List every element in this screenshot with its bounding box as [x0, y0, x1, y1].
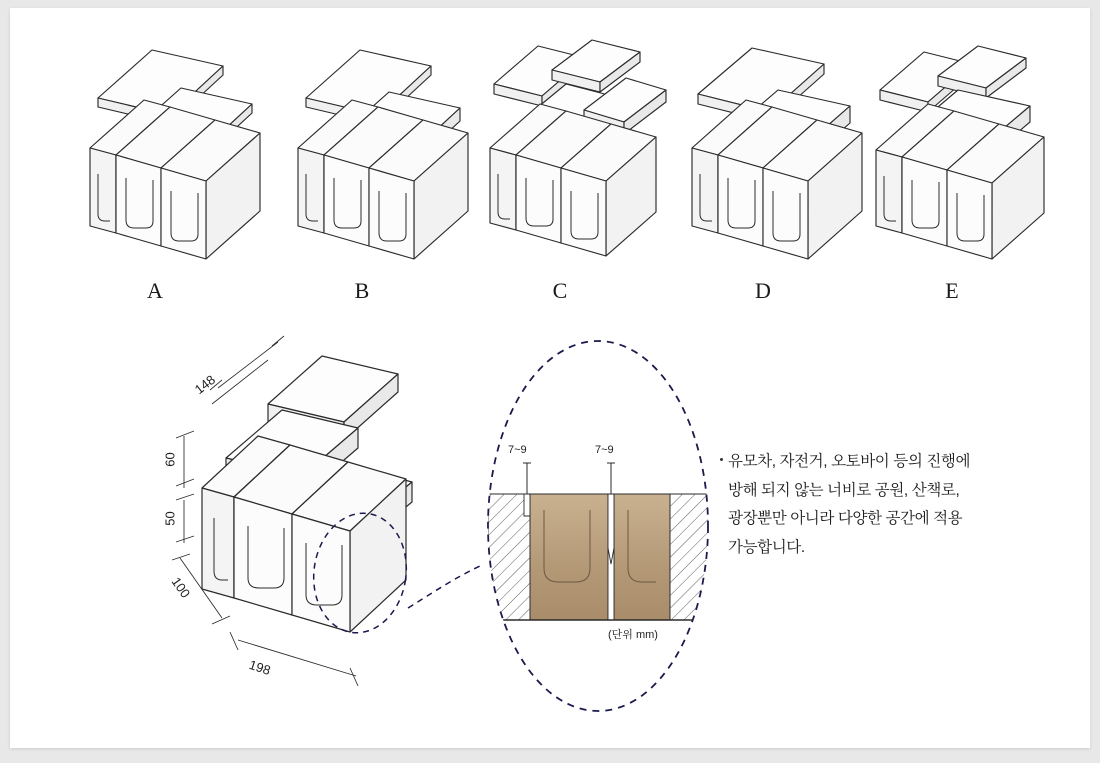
- pattern-label-b: B: [354, 278, 370, 303]
- pattern-label-e: E: [945, 278, 959, 303]
- dimension-top-edge: 148: [191, 371, 219, 398]
- gap-label-right: 7~9: [595, 444, 614, 456]
- detail-cross-section: [480, 341, 716, 711]
- description-text: [728, 448, 1008, 563]
- pattern-label-c: C: [552, 278, 568, 303]
- block-group-d: [692, 48, 862, 259]
- description-line-2: 방해 되지 않는 너비로 공원, 산책로,: [728, 481, 960, 499]
- description-line-4: 가능합니다.: [728, 539, 805, 557]
- block-group-e: [876, 46, 1044, 259]
- dimension-front-edge: 198: [247, 657, 273, 678]
- dimension-height-lower: 50: [162, 511, 178, 526]
- description-line-1: 유모차, 자전거, 오토바이 등의 진행에: [728, 453, 971, 470]
- dimension-height-upper: 60: [162, 452, 178, 467]
- block-group-a: [90, 50, 260, 259]
- detail-leader-line: [408, 566, 480, 608]
- diagram-sheet: [10, 8, 1090, 748]
- block-group-b: [298, 50, 468, 259]
- unit-label: (단위 mm): [608, 629, 658, 641]
- bullet-marker: [720, 458, 723, 461]
- block-group-c: [490, 40, 666, 256]
- pattern-label-d: D: [755, 278, 771, 303]
- paving-block-illustration: [10, 8, 1090, 748]
- dimension-depth: 100: [168, 574, 194, 601]
- gap-label-left: 7~9: [508, 444, 527, 456]
- pattern-label-a: A: [147, 278, 163, 303]
- description-line-3: 광장뿐만 아니라 다양한 공간에 적용: [728, 510, 963, 528]
